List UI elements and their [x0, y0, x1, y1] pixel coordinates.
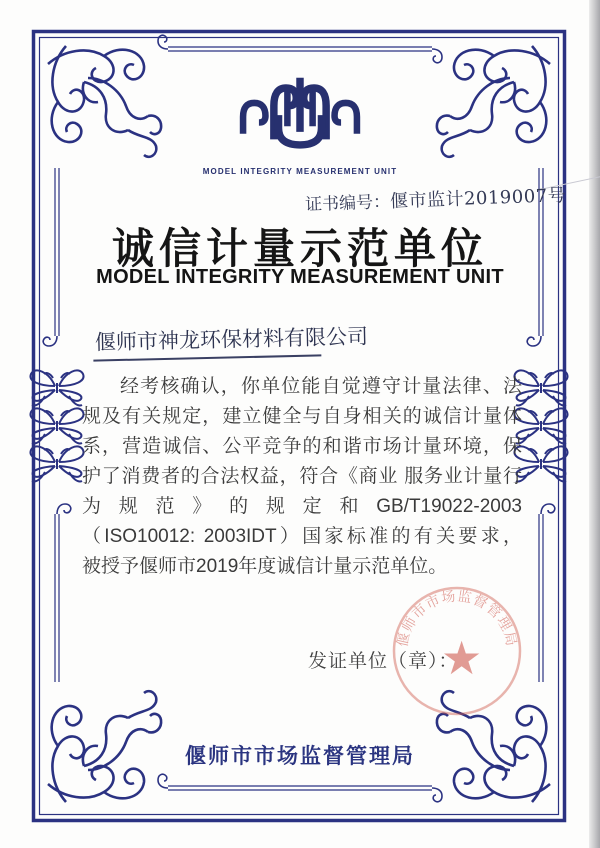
certificate-title-cn: 诚信计量示范单位 [111, 227, 488, 273]
recipient-company-name: 偃师市神龙环保材料有限公司 [93, 321, 322, 361]
body-line: 被授予偃师市2019年度诚信计量示范单位。 [82, 556, 448, 577]
issuer-label: 发证单位（章）： [308, 651, 459, 672]
seal-star-icon: ★ [441, 632, 483, 684]
body-line: 为规范》的规定和GB/T19022-2003 [82, 496, 522, 517]
scan-edge-shadow [589, 0, 600, 848]
certificate-body [82, 372, 522, 582]
body-line: 规及有关规定，建立健全与自身相关的诚信计量体 [82, 406, 522, 427]
certificate-number-label: 证书编号： [304, 192, 391, 216]
body-line: 系，营造诚信、公平竞争的和谐市场计量环境，保 [82, 436, 522, 457]
certificate-number-value: 偃市监计2019007号 [389, 185, 567, 213]
logo [195, 74, 405, 176]
issuing-authority: 偃师市市场监督管理局 [185, 745, 415, 768]
seal-arc-text: 偃师市市场监督管理局 [393, 587, 521, 649]
logo-caption: MODEL INTEGRITY MEASUREMENT UNIT [202, 167, 398, 176]
body-line: （ISO10012: 2003IDT）国家标准的有关要求， [82, 526, 522, 547]
official-seal [378, 572, 536, 730]
certificate-title-en: MODEL INTEGRITY MEASUREMENT UNIT [96, 266, 504, 288]
mim-logo-mark [225, 74, 375, 158]
body-line: 经考核确认，你单位能自觉遵守计量法律、法 [120, 376, 522, 397]
body-line: 护了消费者的合法权益，符合《商业 服务业计量行 [82, 466, 522, 487]
